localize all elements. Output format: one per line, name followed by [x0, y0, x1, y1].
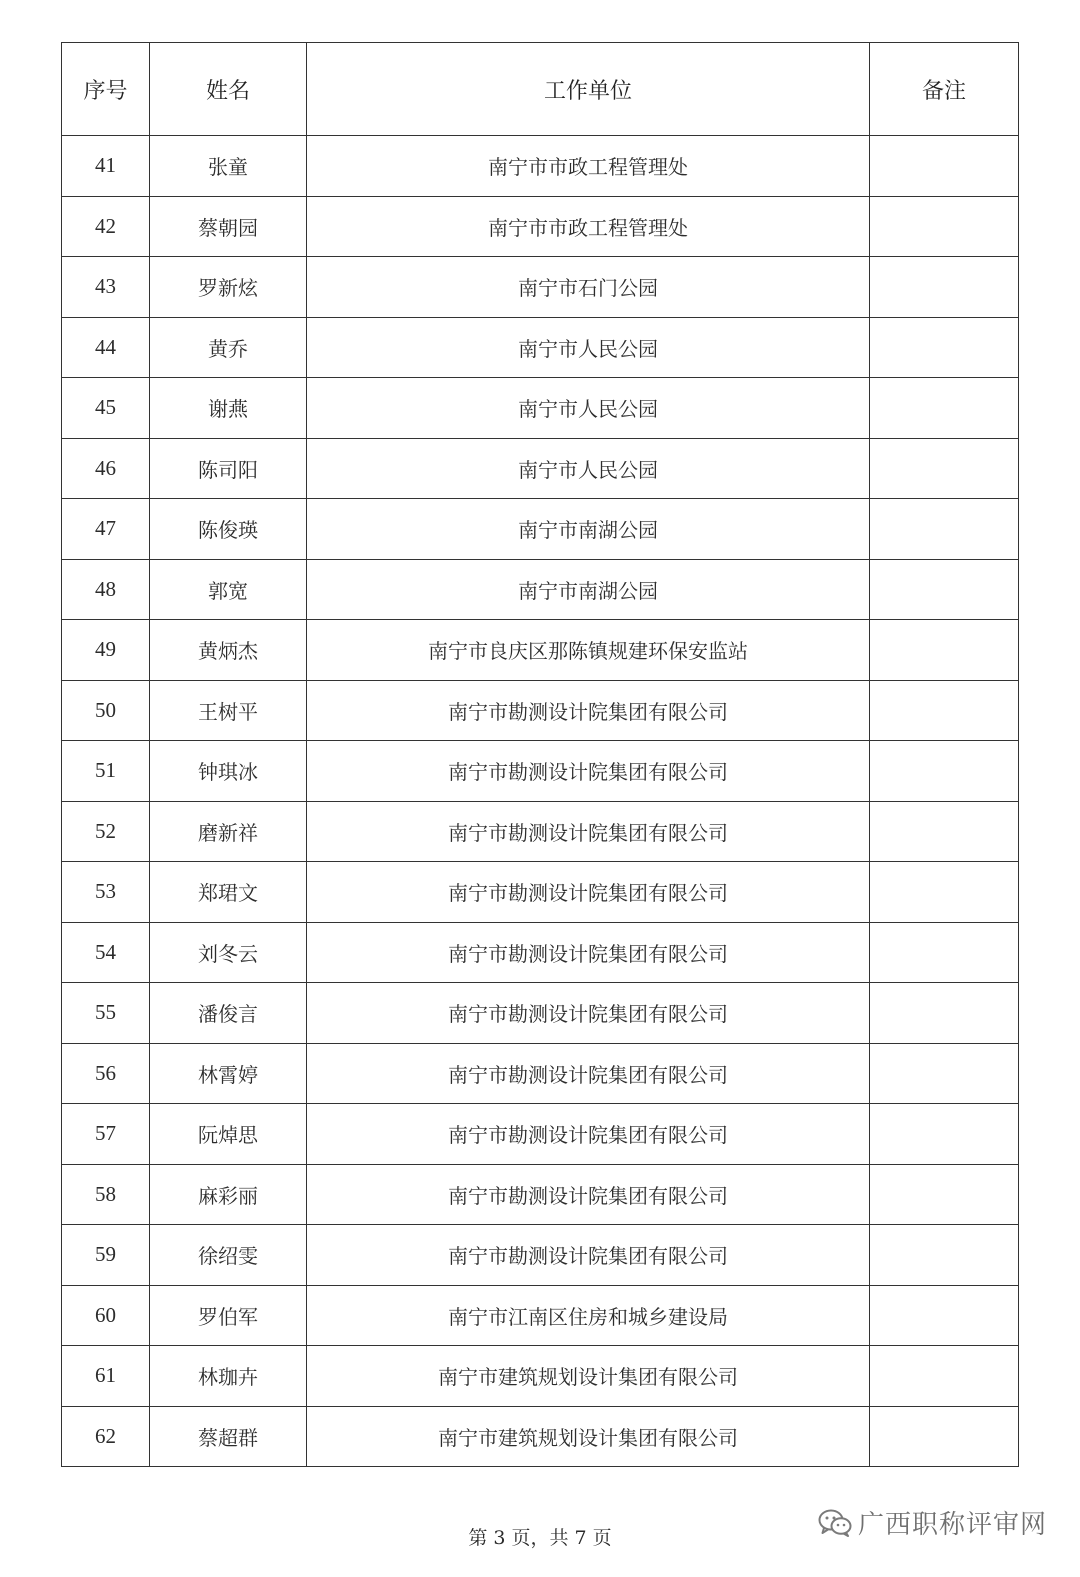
- cell-unit: 南宁市勘测设计院集团有限公司: [307, 741, 870, 802]
- cell-note: [870, 1346, 1019, 1407]
- header-note: 备注: [870, 43, 1019, 136]
- table-header-row: [62, 43, 1019, 136]
- cell-num: 53: [62, 862, 150, 923]
- cell-note: [870, 559, 1019, 620]
- cell-note: [870, 1104, 1019, 1165]
- page-number: 第 3 页，共 7 页: [468, 1527, 612, 1549]
- cell-note: [870, 1285, 1019, 1346]
- cell-unit: 南宁市建筑规划设计集团有限公司: [307, 1346, 870, 1407]
- cell-name: 林霄婷: [150, 1043, 307, 1104]
- cell-name: 麻彩丽: [150, 1164, 307, 1225]
- cell-unit: 南宁市南湖公园: [307, 559, 870, 620]
- cell-unit: 南宁市人民公园: [307, 438, 870, 499]
- roster-table: [61, 42, 1019, 1467]
- cell-unit: 南宁市勘测设计院集团有限公司: [307, 862, 870, 923]
- wechat-icon: [818, 1509, 852, 1537]
- cell-num: 42: [62, 196, 150, 257]
- cell-unit: 南宁市勘测设计院集团有限公司: [307, 1104, 870, 1165]
- cell-unit: 南宁市勘测设计院集团有限公司: [307, 1043, 870, 1104]
- header-name: 姓名: [150, 43, 307, 136]
- cell-num: 56: [62, 1043, 150, 1104]
- cell-unit: 南宁市勘测设计院集团有限公司: [307, 983, 870, 1044]
- cell-num: 59: [62, 1225, 150, 1286]
- cell-note: [870, 317, 1019, 378]
- cell-name: 蔡超群: [150, 1406, 307, 1467]
- table-row: [62, 983, 1019, 1044]
- cell-num: 57: [62, 1104, 150, 1165]
- table-row: [62, 1406, 1019, 1467]
- cell-note: [870, 922, 1019, 983]
- cell-name: 钟琪冰: [150, 741, 307, 802]
- cell-note: [870, 1043, 1019, 1104]
- cell-name: 黄乔: [150, 317, 307, 378]
- cell-note: [870, 378, 1019, 439]
- cell-name: 潘俊言: [150, 983, 307, 1044]
- table-row: [62, 680, 1019, 741]
- cell-num: 51: [62, 741, 150, 802]
- cell-unit: 南宁市南湖公园: [307, 499, 870, 560]
- table-row: [62, 1225, 1019, 1286]
- table-body: [62, 136, 1019, 1467]
- header-num: 序号: [62, 43, 150, 136]
- cell-unit: 南宁市良庆区那陈镇规建环保安监站: [307, 620, 870, 681]
- cell-unit: 南宁市市政工程管理处: [307, 136, 870, 197]
- cell-note: [870, 499, 1019, 560]
- cell-name: 徐绍雯: [150, 1225, 307, 1286]
- cell-unit: 南宁市人民公园: [307, 378, 870, 439]
- cell-unit: 南宁市石门公园: [307, 257, 870, 318]
- cell-num: 45: [62, 378, 150, 439]
- cell-unit: 南宁市勘测设计院集团有限公司: [307, 801, 870, 862]
- table-row: [62, 862, 1019, 923]
- cell-num: 52: [62, 801, 150, 862]
- table-row: [62, 801, 1019, 862]
- cell-name: 张童: [150, 136, 307, 197]
- cell-name: 黄炳杰: [150, 620, 307, 681]
- cell-name: 蔡朝园: [150, 196, 307, 257]
- watermark-text: 广西职称评审网: [858, 1510, 1048, 1540]
- cell-num: 50: [62, 680, 150, 741]
- cell-unit: 南宁市勘测设计院集团有限公司: [307, 1225, 870, 1286]
- cell-name: 罗伯军: [150, 1285, 307, 1346]
- cell-name: 谢燕: [150, 378, 307, 439]
- cell-note: [870, 257, 1019, 318]
- cell-name: 陈俊瑛: [150, 499, 307, 560]
- table-row: [62, 196, 1019, 257]
- cell-note: [870, 862, 1019, 923]
- cell-unit: 南宁市江南区住房和城乡建设局: [307, 1285, 870, 1346]
- cell-unit: 南宁市建筑规划设计集团有限公司: [307, 1406, 870, 1467]
- cell-unit: 南宁市勘测设计院集团有限公司: [307, 1164, 870, 1225]
- cell-note: [870, 196, 1019, 257]
- cell-name: 王树平: [150, 680, 307, 741]
- cell-note: [870, 1164, 1019, 1225]
- cell-num: 54: [62, 922, 150, 983]
- cell-name: 磨新祥: [150, 801, 307, 862]
- cell-num: 43: [62, 257, 150, 318]
- cell-note: [870, 1406, 1019, 1467]
- cell-num: 44: [62, 317, 150, 378]
- cell-num: 41: [62, 136, 150, 197]
- table-row: [62, 1104, 1019, 1165]
- table-row: [62, 378, 1019, 439]
- cell-note: [870, 1225, 1019, 1286]
- cell-name: 郭宽: [150, 559, 307, 620]
- table-row: [62, 1043, 1019, 1104]
- table-row: [62, 136, 1019, 197]
- table-row: [62, 741, 1019, 802]
- table-row: [62, 559, 1019, 620]
- cell-num: 49: [62, 620, 150, 681]
- table-row: [62, 499, 1019, 560]
- watermark: [818, 1504, 1047, 1541]
- cell-name: 陈司阳: [150, 438, 307, 499]
- cell-note: [870, 741, 1019, 802]
- cell-name: 罗新炫: [150, 257, 307, 318]
- table-row: [62, 1285, 1019, 1346]
- cell-note: [870, 438, 1019, 499]
- table-row: [62, 257, 1019, 318]
- cell-name: 刘冬云: [150, 922, 307, 983]
- table-row: [62, 438, 1019, 499]
- cell-num: 46: [62, 438, 150, 499]
- cell-unit: 南宁市勘测设计院集团有限公司: [307, 922, 870, 983]
- cell-name: 阮焯思: [150, 1104, 307, 1165]
- cell-note: [870, 680, 1019, 741]
- table-row: [62, 1164, 1019, 1225]
- table-row: [62, 1346, 1019, 1407]
- cell-unit: 南宁市勘测设计院集团有限公司: [307, 680, 870, 741]
- cell-unit: 南宁市市政工程管理处: [307, 196, 870, 257]
- cell-name: 郑珺文: [150, 862, 307, 923]
- cell-num: 58: [62, 1164, 150, 1225]
- cell-num: 48: [62, 559, 150, 620]
- cell-num: 61: [62, 1346, 150, 1407]
- cell-num: 62: [62, 1406, 150, 1467]
- cell-num: 60: [62, 1285, 150, 1346]
- table-row: [62, 620, 1019, 681]
- cell-note: [870, 620, 1019, 681]
- header-unit: 工作单位: [307, 43, 870, 136]
- cell-note: [870, 801, 1019, 862]
- cell-note: [870, 136, 1019, 197]
- cell-num: 47: [62, 499, 150, 560]
- table-row: [62, 922, 1019, 983]
- cell-unit: 南宁市人民公园: [307, 317, 870, 378]
- cell-name: 林珈卉: [150, 1346, 307, 1407]
- table-row: [62, 317, 1019, 378]
- cell-note: [870, 983, 1019, 1044]
- cell-num: 55: [62, 983, 150, 1044]
